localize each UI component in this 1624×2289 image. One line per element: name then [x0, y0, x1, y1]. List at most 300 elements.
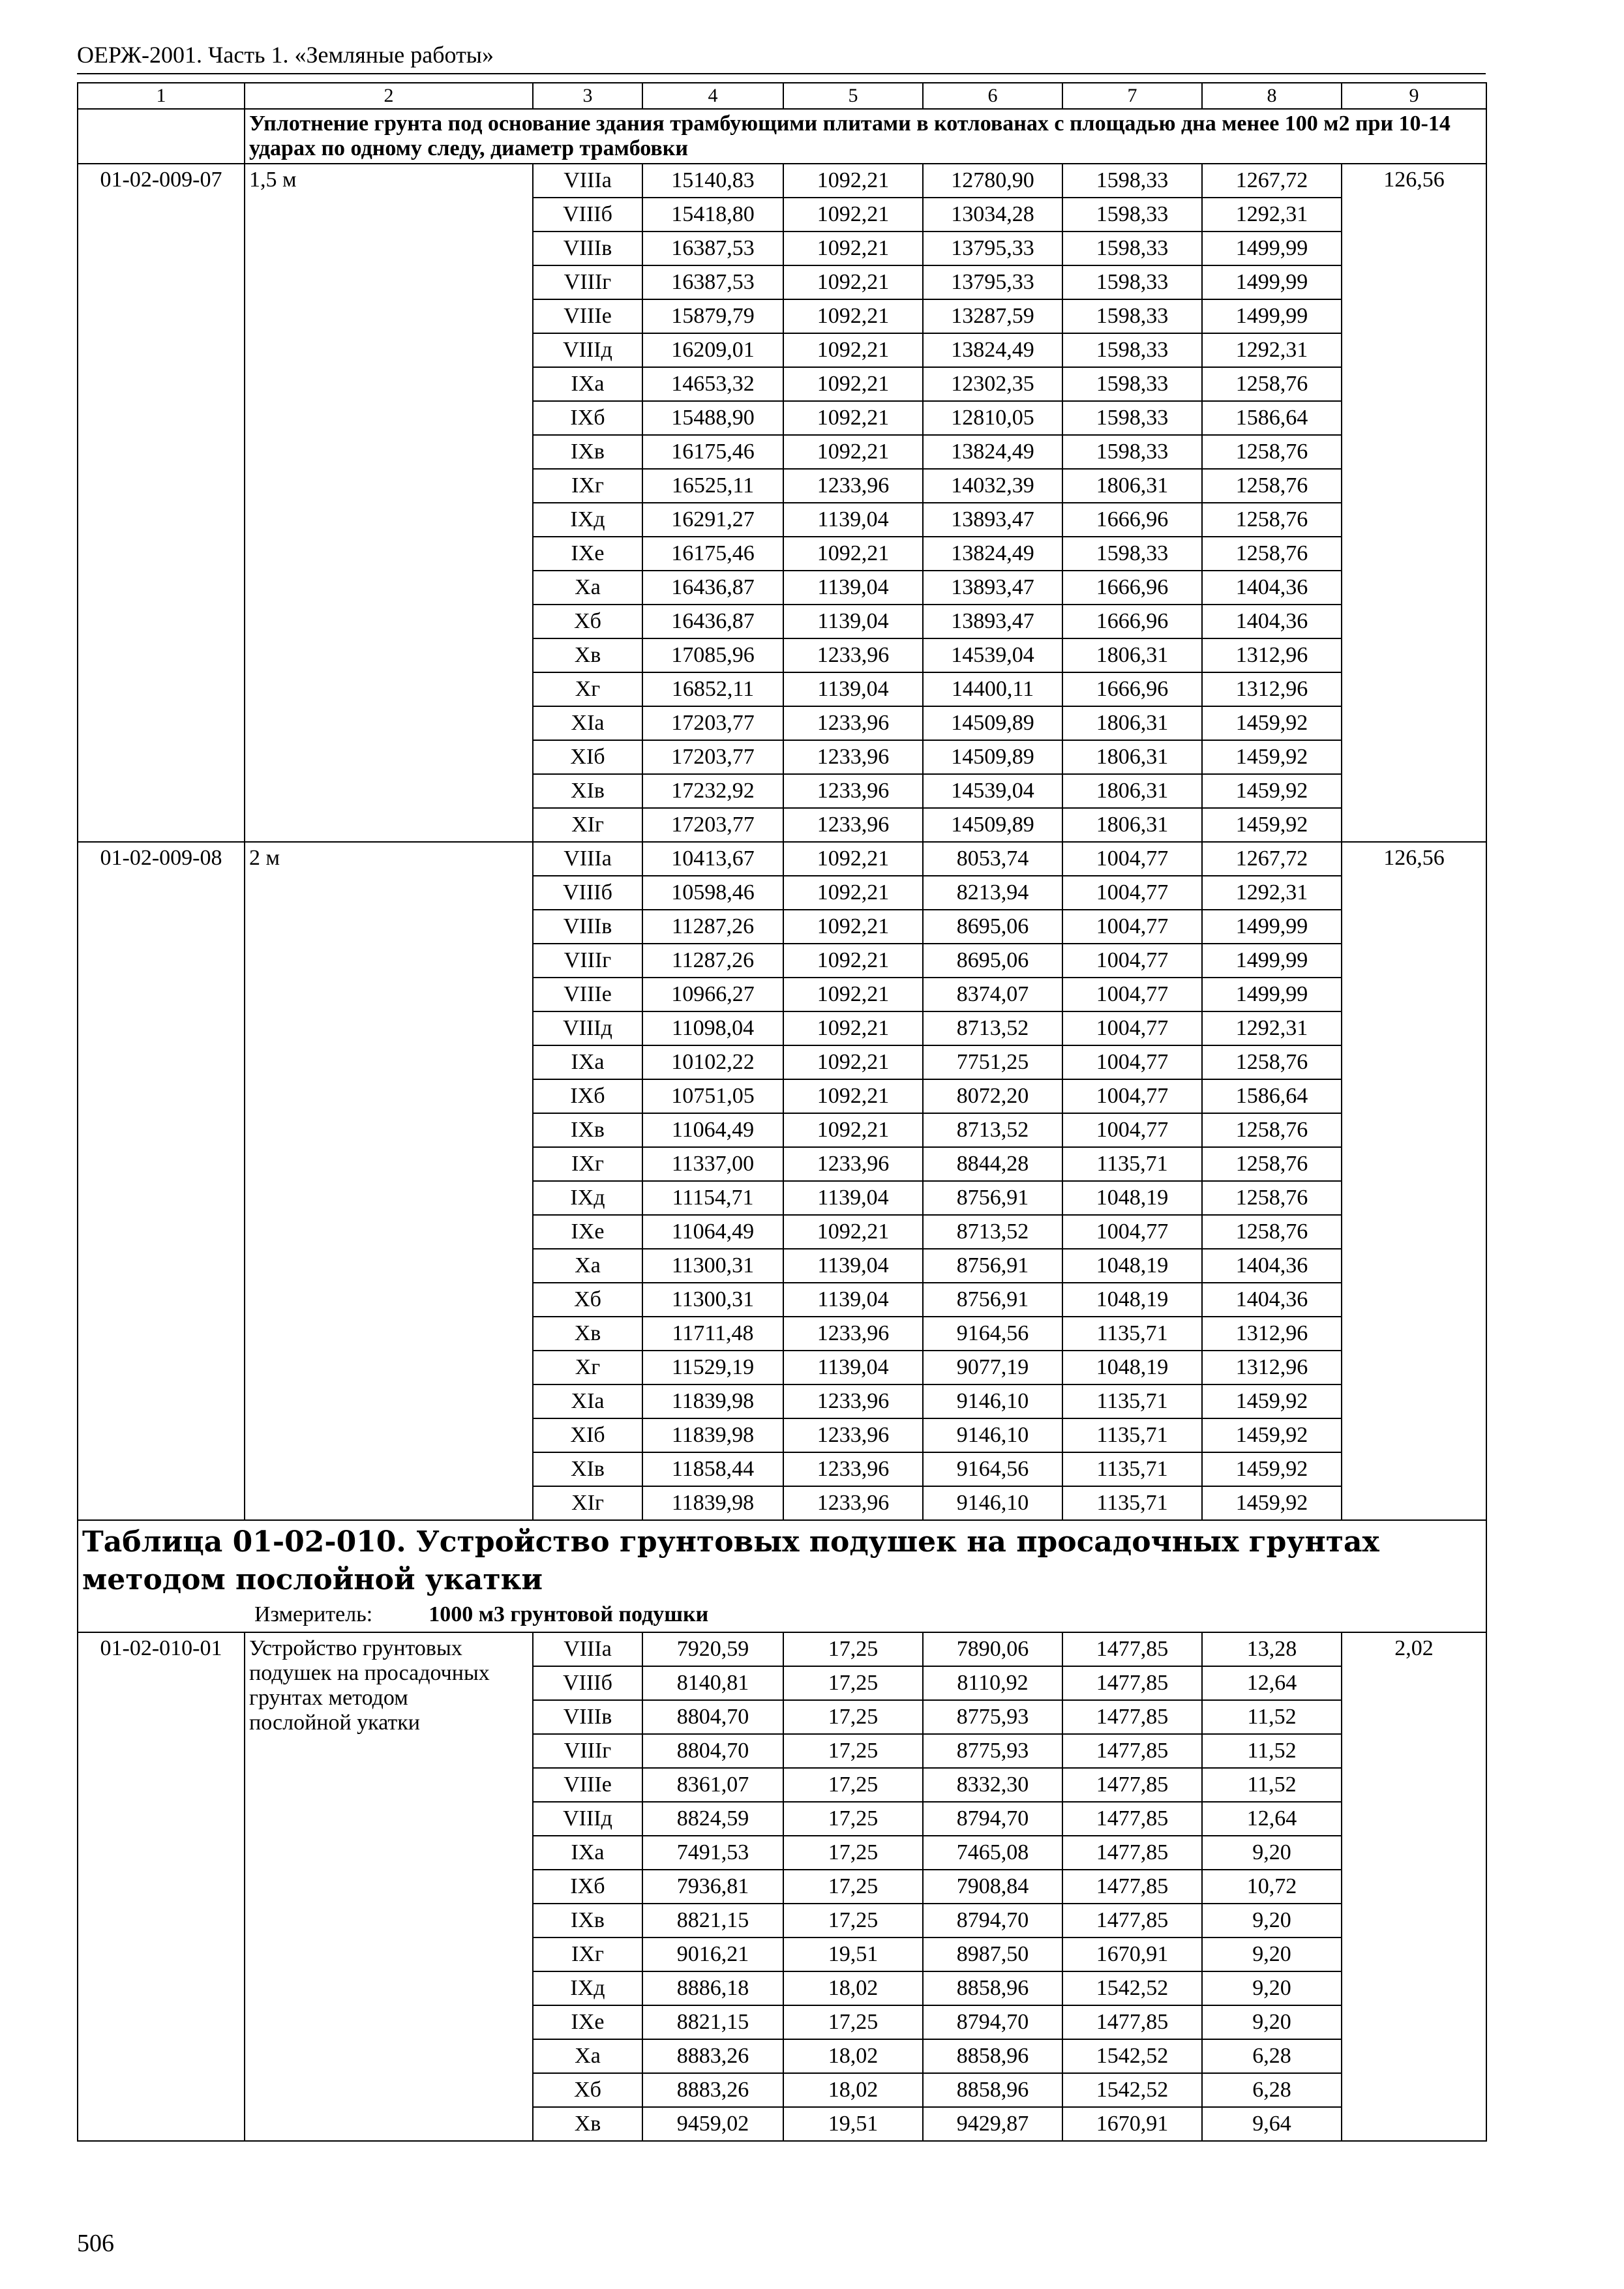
- measure-label: Измеритель:: [254, 1602, 373, 1626]
- cell-machine-operation: 8794,70: [923, 2005, 1062, 2039]
- cell-direct-costs: 11839,98: [642, 1418, 783, 1452]
- cell-materials: 1292,31: [1202, 876, 1342, 910]
- cell-materials: 1404,36: [1202, 571, 1342, 605]
- cell-region: IXе: [533, 537, 642, 571]
- cell-machine-operation: 14539,04: [923, 638, 1062, 672]
- cell-operator-wages: 1477,85: [1062, 1768, 1202, 1802]
- cell-machine-operation: 9077,19: [923, 1351, 1062, 1384]
- cell-machine-operation: 12780,90: [923, 164, 1062, 198]
- cell-region: VIIIб: [533, 198, 642, 232]
- cell-operator-wages: 1477,85: [1062, 1836, 1202, 1870]
- cell-direct-costs: 11300,31: [642, 1249, 783, 1283]
- cell-direct-costs: 17232,92: [642, 774, 783, 808]
- cell-machine-operation: 9429,87: [923, 2107, 1062, 2141]
- cell-region: Xг: [533, 672, 642, 706]
- cell-materials: 9,64: [1202, 2107, 1342, 2141]
- cell-direct-costs: 8140,81: [642, 1666, 783, 1700]
- cell-materials: 6,28: [1202, 2073, 1342, 2107]
- cell-materials: 9,20: [1202, 1904, 1342, 1937]
- cell-direct-costs: 16436,87: [642, 571, 783, 605]
- cell-materials: 1586,64: [1202, 401, 1342, 435]
- cell-operator-wages: 1542,52: [1062, 1971, 1202, 2005]
- cell-wages: 1233,96: [783, 774, 923, 808]
- cell-wages: 18,02: [783, 2039, 923, 2073]
- measure-row: [82, 1599, 1482, 1632]
- cell-region: Xа: [533, 1249, 642, 1283]
- cell-operator-wages: 1135,71: [1062, 1452, 1202, 1486]
- cell-machine-operation: 13795,33: [923, 232, 1062, 265]
- cell-machine-operation: 8756,91: [923, 1283, 1062, 1317]
- cell-wages: 1233,96: [783, 1317, 923, 1351]
- cell-machine-operation: 8713,52: [923, 1113, 1062, 1147]
- cell-region: Xб: [533, 605, 642, 638]
- cell-coefficient: 126,56: [1342, 842, 1486, 1520]
- cell-operator-wages: 1004,77: [1062, 1215, 1202, 1249]
- cell-direct-costs: 9016,21: [642, 1937, 783, 1971]
- cell-wages: 1139,04: [783, 1283, 923, 1317]
- cell-region: VIIIг: [533, 1734, 642, 1768]
- cell-wages: 1092,21: [783, 164, 923, 198]
- cell-region: VIIIе: [533, 1768, 642, 1802]
- column-number: 5: [783, 83, 923, 109]
- cell-wages: 1139,04: [783, 503, 923, 537]
- cell-wages: 1092,21: [783, 198, 923, 232]
- cell-machine-operation: 13824,49: [923, 333, 1062, 367]
- cell-materials: 9,20: [1202, 1937, 1342, 1971]
- cell-direct-costs: 17203,77: [642, 740, 783, 774]
- cell-coefficient: 2,02: [1342, 1632, 1486, 2141]
- cell-direct-costs: 10413,67: [642, 842, 783, 876]
- cell-materials: 1499,99: [1202, 232, 1342, 265]
- cell-region: IXд: [533, 1971, 642, 2005]
- cell-operator-wages: 1666,96: [1062, 672, 1202, 706]
- cell-machine-operation: 8713,52: [923, 1215, 1062, 1249]
- cell-wages: 1092,21: [783, 978, 923, 1011]
- cell-machine-operation: 7890,06: [923, 1632, 1062, 1666]
- cell-materials: 11,52: [1202, 1768, 1342, 1802]
- cell-machine-operation: 9146,10: [923, 1486, 1062, 1520]
- cell-operator-wages: 1598,33: [1062, 265, 1202, 299]
- cell-direct-costs: 17085,96: [642, 638, 783, 672]
- cell-wages: 1092,21: [783, 435, 923, 469]
- column-number: 1: [78, 83, 245, 109]
- cell-region: VIIIд: [533, 333, 642, 367]
- rate-name: 2 м: [245, 842, 533, 1520]
- cell-operator-wages: 1004,77: [1062, 1045, 1202, 1079]
- table-heading-cell: [78, 1520, 1486, 1632]
- cell-machine-operation: 8987,50: [923, 1937, 1062, 1971]
- cell-direct-costs: 8821,15: [642, 1904, 783, 1937]
- cell-machine-operation: 9146,10: [923, 1384, 1062, 1418]
- cell-materials: 1312,96: [1202, 1317, 1342, 1351]
- cell-operator-wages: 1048,19: [1062, 1181, 1202, 1215]
- cell-direct-costs: 11337,00: [642, 1147, 783, 1181]
- cell-direct-costs: 8804,70: [642, 1734, 783, 1768]
- cell-machine-operation: 8332,30: [923, 1768, 1062, 1802]
- cell-operator-wages: 1598,33: [1062, 435, 1202, 469]
- table-row: [78, 164, 1486, 198]
- cell-operator-wages: 1135,71: [1062, 1418, 1202, 1452]
- cell-machine-operation: 9164,56: [923, 1317, 1062, 1351]
- cell-operator-wages: 1598,33: [1062, 164, 1202, 198]
- cell-machine-operation: 8110,92: [923, 1666, 1062, 1700]
- cell-machine-operation: 8858,96: [923, 2039, 1062, 2073]
- cell-wages: 17,25: [783, 1802, 923, 1836]
- cell-direct-costs: 11287,26: [642, 910, 783, 944]
- cell-materials: 1459,92: [1202, 1452, 1342, 1486]
- cell-region: IXа: [533, 1045, 642, 1079]
- rate-name: Устройство грунтовых подушек на просадочных грунтах методом послойной укатки: [245, 1632, 533, 2141]
- cell-wages: 1092,21: [783, 1011, 923, 1045]
- cell-direct-costs: 15488,90: [642, 401, 783, 435]
- cell-materials: 1459,92: [1202, 1486, 1342, 1520]
- cell-region: IXг: [533, 1937, 642, 1971]
- cell-machine-operation: 8775,93: [923, 1734, 1062, 1768]
- cell-region: VIIIа: [533, 164, 642, 198]
- cell-region: IXа: [533, 1836, 642, 1870]
- cell-direct-costs: 15879,79: [642, 299, 783, 333]
- cell-region: Xв: [533, 1317, 642, 1351]
- cell-region: XIа: [533, 1384, 642, 1418]
- cell-region: Xа: [533, 571, 642, 605]
- table-row: [78, 842, 1486, 876]
- cell-operator-wages: 1004,77: [1062, 842, 1202, 876]
- cell-operator-wages: 1806,31: [1062, 638, 1202, 672]
- cell-materials: 1404,36: [1202, 1283, 1342, 1317]
- column-number: 9: [1342, 83, 1486, 109]
- table-heading-row: [78, 1520, 1486, 1632]
- cell-materials: 1292,31: [1202, 198, 1342, 232]
- cell-machine-operation: 13893,47: [923, 605, 1062, 638]
- cell-region: VIIIб: [533, 876, 642, 910]
- cell-direct-costs: 7936,81: [642, 1870, 783, 1904]
- cell-direct-costs: 16852,11: [642, 672, 783, 706]
- cell-operator-wages: 1004,77: [1062, 1011, 1202, 1045]
- cell-coefficient: 126,56: [1342, 164, 1486, 842]
- cell-materials: 1258,76: [1202, 469, 1342, 503]
- cell-wages: 1092,21: [783, 265, 923, 299]
- cell-direct-costs: 8824,59: [642, 1802, 783, 1836]
- cell-operator-wages: 1598,33: [1062, 299, 1202, 333]
- cell-materials: 1312,96: [1202, 1351, 1342, 1384]
- cell-machine-operation: 14509,89: [923, 706, 1062, 740]
- cell-direct-costs: 8361,07: [642, 1768, 783, 1802]
- cell-materials: 10,72: [1202, 1870, 1342, 1904]
- cell-materials: 1499,99: [1202, 910, 1342, 944]
- cell-region: VIIIе: [533, 978, 642, 1011]
- cell-direct-costs: 11858,44: [642, 1452, 783, 1486]
- cell-direct-costs: 8886,18: [642, 1971, 783, 2005]
- cell-operator-wages: 1666,96: [1062, 571, 1202, 605]
- cell-materials: 13,28: [1202, 1632, 1342, 1666]
- cell-direct-costs: 16175,46: [642, 537, 783, 571]
- cell-wages: 1092,21: [783, 401, 923, 435]
- cell-wages: 18,02: [783, 1971, 923, 2005]
- cell-operator-wages: 1004,77: [1062, 1079, 1202, 1113]
- cell-operator-wages: 1048,19: [1062, 1249, 1202, 1283]
- cell-operator-wages: 1670,91: [1062, 2107, 1202, 2141]
- column-number: 8: [1202, 83, 1342, 109]
- cell-wages: 17,25: [783, 1700, 923, 1734]
- section-title-row: [78, 109, 1486, 164]
- cell-wages: 1092,21: [783, 876, 923, 910]
- cell-direct-costs: 16525,11: [642, 469, 783, 503]
- cell-region: VIIIв: [533, 1700, 642, 1734]
- cell-materials: 11,52: [1202, 1700, 1342, 1734]
- cell-region: XIб: [533, 1418, 642, 1452]
- rate-code: 01-02-010-01: [78, 1632, 245, 2141]
- cell-direct-costs: 16175,46: [642, 435, 783, 469]
- cell-operator-wages: 1598,33: [1062, 537, 1202, 571]
- column-number: 6: [923, 83, 1062, 109]
- cell-region: VIIIг: [533, 265, 642, 299]
- cell-machine-operation: 8756,91: [923, 1181, 1062, 1215]
- cell-region: VIIIв: [533, 232, 642, 265]
- cell-region: VIIIг: [533, 944, 642, 978]
- cell-machine-operation: 13034,28: [923, 198, 1062, 232]
- cell-wages: 1139,04: [783, 605, 923, 638]
- cell-machine-operation: 14032,39: [923, 469, 1062, 503]
- cell-wages: 1233,96: [783, 706, 923, 740]
- column-number: 2: [245, 83, 533, 109]
- cell-wages: 1092,21: [783, 333, 923, 367]
- page-number: 506: [77, 2230, 114, 2257]
- cell-operator-wages: 1477,85: [1062, 1700, 1202, 1734]
- cell-direct-costs: 11839,98: [642, 1384, 783, 1418]
- cell-operator-wages: 1598,33: [1062, 367, 1202, 401]
- cell-operator-wages: 1477,85: [1062, 2005, 1202, 2039]
- cell-wages: 1092,21: [783, 537, 923, 571]
- cell-direct-costs: 11529,19: [642, 1351, 783, 1384]
- cell-region: VIIIд: [533, 1011, 642, 1045]
- cell-materials: 1292,31: [1202, 1011, 1342, 1045]
- cell-wages: 1139,04: [783, 1249, 923, 1283]
- cell-machine-operation: 8858,96: [923, 1971, 1062, 2005]
- cell-wages: 1092,21: [783, 910, 923, 944]
- cell-machine-operation: 14509,89: [923, 740, 1062, 774]
- cell-materials: 1312,96: [1202, 672, 1342, 706]
- cell-machine-operation: 8794,70: [923, 1802, 1062, 1836]
- cell-region: XIа: [533, 706, 642, 740]
- cell-machine-operation: 13893,47: [923, 571, 1062, 605]
- rate-code: 01-02-009-07: [78, 164, 245, 842]
- cell-direct-costs: 11064,49: [642, 1215, 783, 1249]
- cell-operator-wages: 1806,31: [1062, 774, 1202, 808]
- cell-wages: 19,51: [783, 2107, 923, 2141]
- cell-operator-wages: 1135,71: [1062, 1317, 1202, 1351]
- cell-materials: 1267,72: [1202, 842, 1342, 876]
- cell-region: IXд: [533, 1181, 642, 1215]
- rates-table: [77, 82, 1487, 2142]
- cell-region: XIг: [533, 1486, 642, 1520]
- cell-materials: 1258,76: [1202, 1181, 1342, 1215]
- cell-materials: 1267,72: [1202, 164, 1342, 198]
- cell-direct-costs: 10598,46: [642, 876, 783, 910]
- cell-machine-operation: 9146,10: [923, 1418, 1062, 1452]
- cell-region: IXв: [533, 1904, 642, 1937]
- cell-region: IXв: [533, 435, 642, 469]
- cell-machine-operation: 9164,56: [923, 1452, 1062, 1486]
- cell-machine-operation: 8695,06: [923, 910, 1062, 944]
- cell-direct-costs: 16436,87: [642, 605, 783, 638]
- cell-materials: 1292,31: [1202, 333, 1342, 367]
- cell-materials: 1459,92: [1202, 740, 1342, 774]
- table-row: [78, 1632, 1486, 1666]
- cell-wages: 1092,21: [783, 1079, 923, 1113]
- cell-region: VIIIа: [533, 842, 642, 876]
- cell-machine-operation: 14400,11: [923, 672, 1062, 706]
- cell-wages: 1139,04: [783, 672, 923, 706]
- cell-region: XIв: [533, 1452, 642, 1486]
- cell-direct-costs: 11300,31: [642, 1283, 783, 1317]
- cell-wages: 17,25: [783, 1666, 923, 1700]
- cell-machine-operation: 8695,06: [923, 944, 1062, 978]
- cell-region: Xб: [533, 2073, 642, 2107]
- cell-operator-wages: 1048,19: [1062, 1351, 1202, 1384]
- cell-wages: 1092,21: [783, 1113, 923, 1147]
- cell-direct-costs: 15140,83: [642, 164, 783, 198]
- cell-region: Xв: [533, 2107, 642, 2141]
- cell-region: IXа: [533, 367, 642, 401]
- cell-direct-costs: 7920,59: [642, 1632, 783, 1666]
- cell-materials: 1499,99: [1202, 978, 1342, 1011]
- cell-wages: 1233,96: [783, 1418, 923, 1452]
- cell-operator-wages: 1135,71: [1062, 1486, 1202, 1520]
- cell-direct-costs: 16387,53: [642, 265, 783, 299]
- cell-operator-wages: 1477,85: [1062, 1904, 1202, 1937]
- cell-materials: 9,20: [1202, 2005, 1342, 2039]
- cell-materials: 12,64: [1202, 1802, 1342, 1836]
- cell-materials: 1258,76: [1202, 1147, 1342, 1181]
- measure-value: 1000 м3 грунтовой подушки: [429, 1602, 709, 1626]
- cell-region: VIIIв: [533, 910, 642, 944]
- cell-direct-costs: 9459,02: [642, 2107, 783, 2141]
- cell-operator-wages: 1135,71: [1062, 1384, 1202, 1418]
- cell-operator-wages: 1598,33: [1062, 333, 1202, 367]
- cell-wages: 1233,96: [783, 1384, 923, 1418]
- cell-operator-wages: 1477,85: [1062, 1734, 1202, 1768]
- cell-materials: 1258,76: [1202, 1215, 1342, 1249]
- cell-wages: 1233,96: [783, 469, 923, 503]
- cell-machine-operation: 8844,28: [923, 1147, 1062, 1181]
- cell-machine-operation: 14539,04: [923, 774, 1062, 808]
- cell-operator-wages: 1004,77: [1062, 978, 1202, 1011]
- cell-materials: 1258,76: [1202, 537, 1342, 571]
- cell-operator-wages: 1004,77: [1062, 876, 1202, 910]
- cell-wages: 1092,21: [783, 232, 923, 265]
- cell-wages: 1139,04: [783, 1351, 923, 1384]
- cell-operator-wages: 1666,96: [1062, 605, 1202, 638]
- cell-direct-costs: 8804,70: [642, 1700, 783, 1734]
- table-heading: Таблица 01-02-010. Устройство грунтовых подушек на просадочных грунтах методом послойной укатки: [82, 1525, 1379, 1596]
- cell-wages: 1092,21: [783, 1045, 923, 1079]
- cell-wages: 17,25: [783, 1836, 923, 1870]
- cell-wages: 1139,04: [783, 571, 923, 605]
- cell-wages: 17,25: [783, 1870, 923, 1904]
- cell-direct-costs: 11839,98: [642, 1486, 783, 1520]
- cell-materials: 1499,99: [1202, 299, 1342, 333]
- cell-region: Xа: [533, 2039, 642, 2073]
- column-number: 7: [1062, 83, 1202, 109]
- cell-region: XIв: [533, 774, 642, 808]
- cell-direct-costs: 11711,48: [642, 1317, 783, 1351]
- cell-direct-costs: 16387,53: [642, 232, 783, 265]
- cell-machine-operation: 8213,94: [923, 876, 1062, 910]
- cell-operator-wages: 1135,71: [1062, 1147, 1202, 1181]
- cell-wages: 1233,96: [783, 1486, 923, 1520]
- cell-direct-costs: 17203,77: [642, 706, 783, 740]
- cell-machine-operation: 8713,52: [923, 1011, 1062, 1045]
- cell-wages: 19,51: [783, 1937, 923, 1971]
- cell-wages: 1233,96: [783, 1147, 923, 1181]
- cell-materials: 1459,92: [1202, 808, 1342, 842]
- cell-operator-wages: 1666,96: [1062, 503, 1202, 537]
- cell-materials: 12,64: [1202, 1666, 1342, 1700]
- cell-wages: 1092,21: [783, 299, 923, 333]
- cell-direct-costs: 16291,27: [642, 503, 783, 537]
- cell-region: IXг: [533, 1147, 642, 1181]
- cell-region: VIIIд: [533, 1802, 642, 1836]
- cell-materials: 1258,76: [1202, 503, 1342, 537]
- cell-machine-operation: 8072,20: [923, 1079, 1062, 1113]
- cell-direct-costs: 11064,49: [642, 1113, 783, 1147]
- cell-region: Xг: [533, 1351, 642, 1384]
- cell-region: IXб: [533, 1870, 642, 1904]
- cell-machine-operation: 8374,07: [923, 978, 1062, 1011]
- cell-operator-wages: 1477,85: [1062, 1870, 1202, 1904]
- cell-operator-wages: 1004,77: [1062, 1113, 1202, 1147]
- running-header: ОЕРЖ-2001. Часть 1. «Земляные работы»: [77, 42, 494, 68]
- cell-wages: 17,25: [783, 1632, 923, 1666]
- cell-machine-operation: 13795,33: [923, 265, 1062, 299]
- cell-wages: 1233,96: [783, 638, 923, 672]
- cell-operator-wages: 1004,77: [1062, 944, 1202, 978]
- cell-operator-wages: 1598,33: [1062, 401, 1202, 435]
- cell-materials: 1258,76: [1202, 1113, 1342, 1147]
- cell-materials: 1459,92: [1202, 1384, 1342, 1418]
- cell-operator-wages: 1598,33: [1062, 198, 1202, 232]
- cell-machine-operation: 12302,35: [923, 367, 1062, 401]
- cell-direct-costs: 14653,32: [642, 367, 783, 401]
- cell-region: XIб: [533, 740, 642, 774]
- cell-materials: 1499,99: [1202, 265, 1342, 299]
- cell-region: IXе: [533, 2005, 642, 2039]
- cell-materials: 1499,99: [1202, 944, 1342, 978]
- cell-region: IXб: [533, 1079, 642, 1113]
- column-number: 3: [533, 83, 642, 109]
- cell-operator-wages: 1477,85: [1062, 1632, 1202, 1666]
- cell-region: Xб: [533, 1283, 642, 1317]
- cell-materials: 1312,96: [1202, 638, 1342, 672]
- column-number: 4: [642, 83, 783, 109]
- cell-materials: 1459,92: [1202, 774, 1342, 808]
- cell-region: IXг: [533, 469, 642, 503]
- cell-machine-operation: 7465,08: [923, 1836, 1062, 1870]
- cell-materials: 1258,76: [1202, 1045, 1342, 1079]
- cell-materials: 1258,76: [1202, 367, 1342, 401]
- cell-machine-operation: 13824,49: [923, 435, 1062, 469]
- cell-machine-operation: 8858,96: [923, 2073, 1062, 2107]
- cell-materials: 6,28: [1202, 2039, 1342, 2073]
- cell-wages: 18,02: [783, 2073, 923, 2107]
- cell-direct-costs: 11098,04: [642, 1011, 783, 1045]
- header-rule: [77, 73, 1486, 74]
- cell-direct-costs: 11154,71: [642, 1181, 783, 1215]
- cell-region: XIг: [533, 808, 642, 842]
- cell-machine-operation: 8756,91: [923, 1249, 1062, 1283]
- cell-materials: 1404,36: [1202, 605, 1342, 638]
- cell-machine-operation: 14509,89: [923, 808, 1062, 842]
